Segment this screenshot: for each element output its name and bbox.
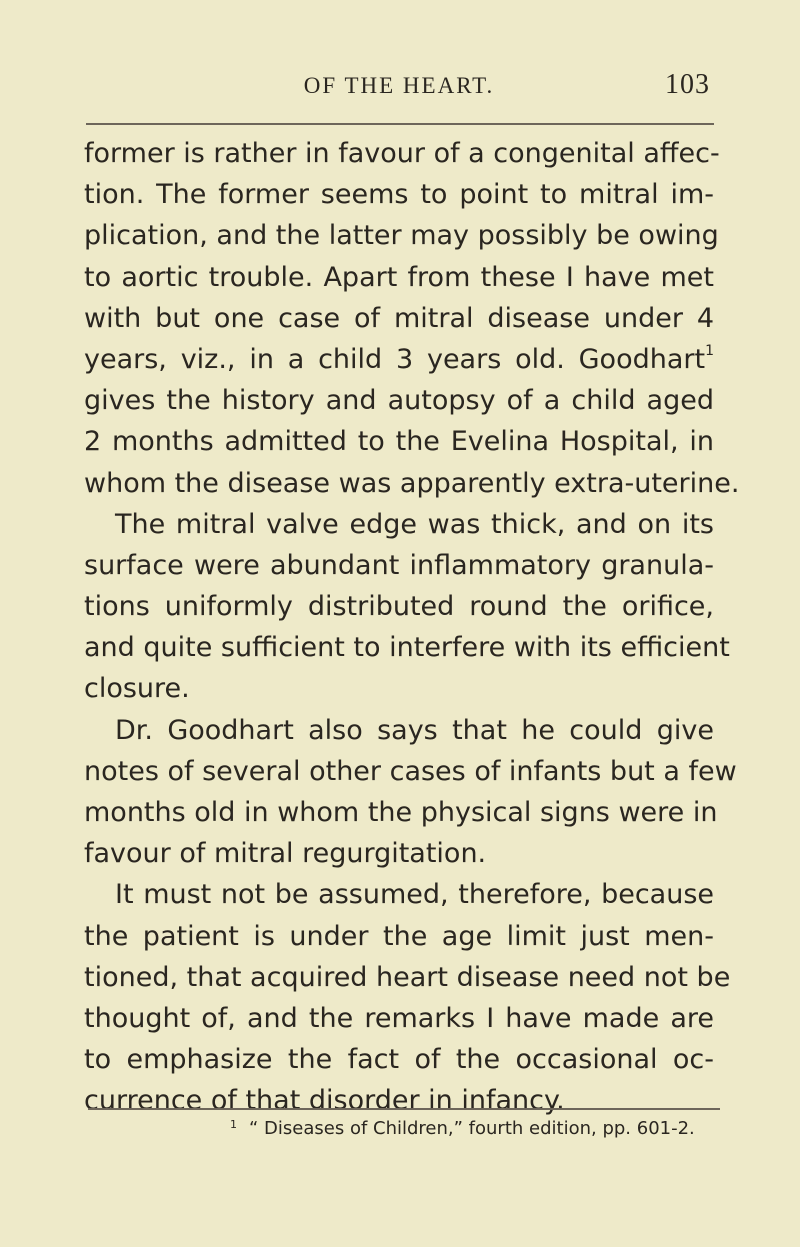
text-line: to aortic trouble. Apart from these I have met	[84, 261, 714, 293]
text-line: the patient is under the age limit just men-	[84, 920, 714, 952]
text-line: former is rather in favour of a congenital affec-	[84, 138, 720, 169]
running-head: OF THE HEART.	[303, 73, 495, 98]
text-line: months old in whom the physical signs were in	[84, 797, 718, 828]
footnote-reference: 1	[705, 342, 714, 359]
text-line: tion. The former seems to point to mitral im-	[84, 179, 714, 211]
text-line: plication, and the latter may possibly be owing	[84, 220, 719, 252]
page-header	[88, 69, 710, 113]
text-line: and quite sufficient to interfere with its efficient	[84, 632, 730, 664]
text-line: whom the disease was apparently extra-uterine.	[84, 467, 740, 499]
footnote-text: “ Diseases of Children,” fourth edition, pp. 601-2.	[249, 1118, 695, 1139]
text-line: tioned, that acquired heart disease need not be	[84, 961, 731, 993]
text-line: It must not be assumed, therefore, because	[115, 879, 714, 911]
text-line: gives the history and autopsy of a child aged	[84, 385, 714, 417]
text-line: Dr. Goodhart also says that he could give	[115, 714, 714, 746]
text-line: to emphasize the fact of the occasional oc-	[84, 1044, 714, 1076]
header-rule	[86, 123, 714, 125]
text-line: closure.	[84, 673, 190, 705]
text-line: surface were abundant inflammatory granula-	[84, 549, 714, 581]
text-line: thought of, and the remarks I have made are	[84, 1002, 714, 1034]
text-line: tions uniformly distributed round the orifice,	[84, 591, 714, 623]
text-line: currence of that disorder in infancy.	[84, 1085, 565, 1117]
text-line: years, viz., in a child 3 years old. Goodhart	[84, 343, 706, 375]
text-line: notes of several other cases of infants but a few	[84, 755, 737, 787]
body-text	[84, 133, 740, 1122]
footnote-rule	[88, 1108, 720, 1110]
footnote	[230, 1118, 695, 1139]
text-line: with but one case of mitral disease under 4	[84, 302, 714, 334]
text-line: favour of mitral regurgitation.	[84, 838, 487, 870]
footnote-marker: 1	[230, 1118, 237, 1131]
text-line: The mitral valve edge was thick, and on its	[115, 508, 714, 540]
page-number: 103	[665, 69, 710, 100]
text-line: 2 months admitted to the Evelina Hospital, in	[84, 426, 714, 458]
text-line-with-footnote	[84, 339, 714, 380]
